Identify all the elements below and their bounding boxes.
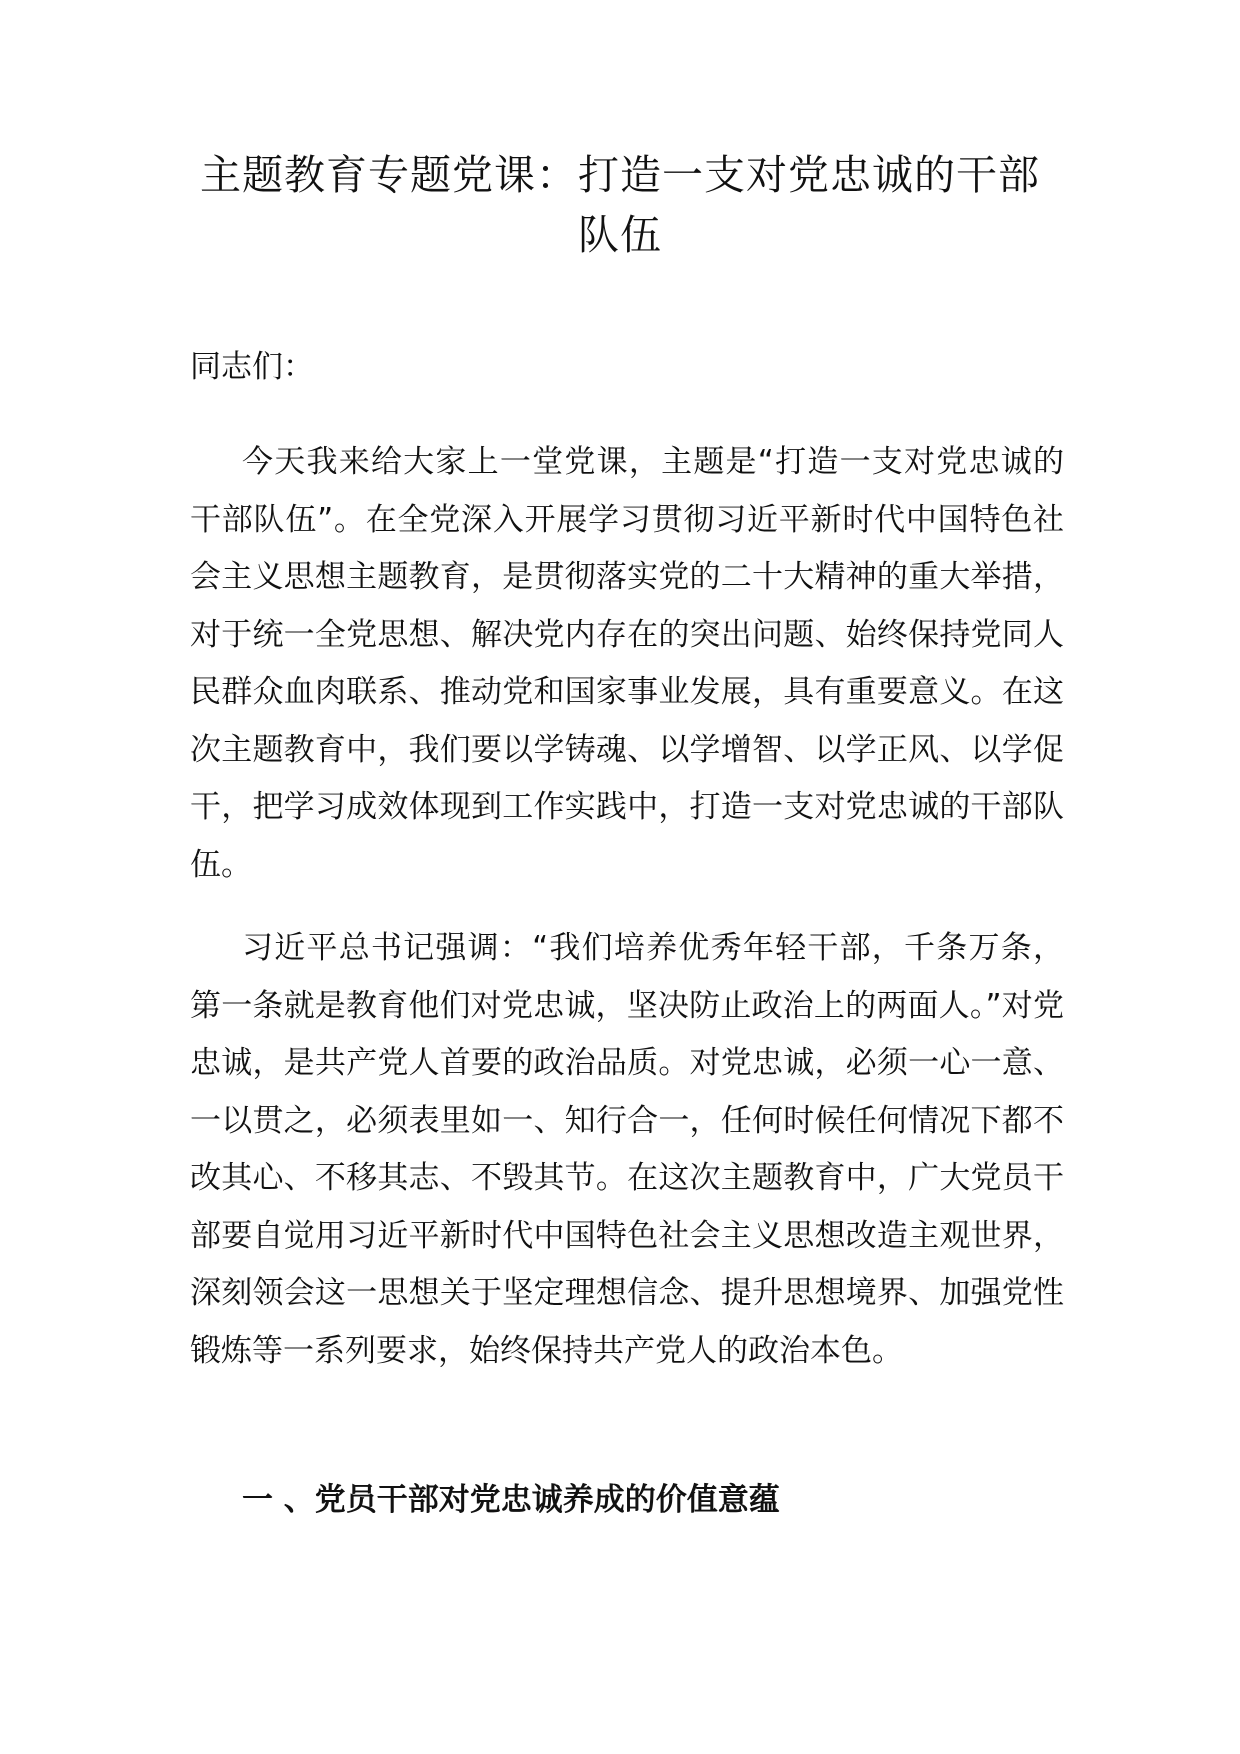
paragraph-quote: 习近平总书记强调：“我们培养优秀年轻干部，千条万条，第一条就是教育他们对党忠诚，坚决防止政治上的两面人。”对党忠诚，是共产党人首要的政治品质。对党忠诚，必须一心一意、一以贯之，必须表里如一、知行合一，任何时候任何情况下都不改其心、不移其志、不毁其节。在这次主题教育中，广大党员干部要自觉用习近平新时代中国特色社会主义思想改造主观世界，深刻领会这一思想关于坚定理想信念、提升思想境界、加强党性锻炼等一系列要求，始终保持共产党人的政治本色。 <box>190 930 1064 1369</box>
section-heading: 一 、党员干部对党忠诚养成的价值意蕴 <box>242 1482 780 1518</box>
paragraph-intro: 今天我来给大家上一堂党课，主题是“打造一支对党忠诚的干部队伍”。在全党深入开展学习贯彻习近平新时代中国特色社会主义思想主题教育，是贯彻落实党的二十大精神的重大举措，对于统一全党思想、解决党内存在的突出问题、始终保持党同人民群众血肉联系、推动党和国家事业发展，具有重要意义。在这次主题教育中，我们要以学铸魂、以学增智、以学正风、以学促干，把学习成效体现到工作实践中，打造一支对党忠诚的干部队伍。 <box>190 444 1064 883</box>
document-title: 主题教育专题党课：打造一支对党忠诚的干部队伍 <box>200 151 1040 259</box>
salutation: 同志们： <box>190 349 314 385</box>
